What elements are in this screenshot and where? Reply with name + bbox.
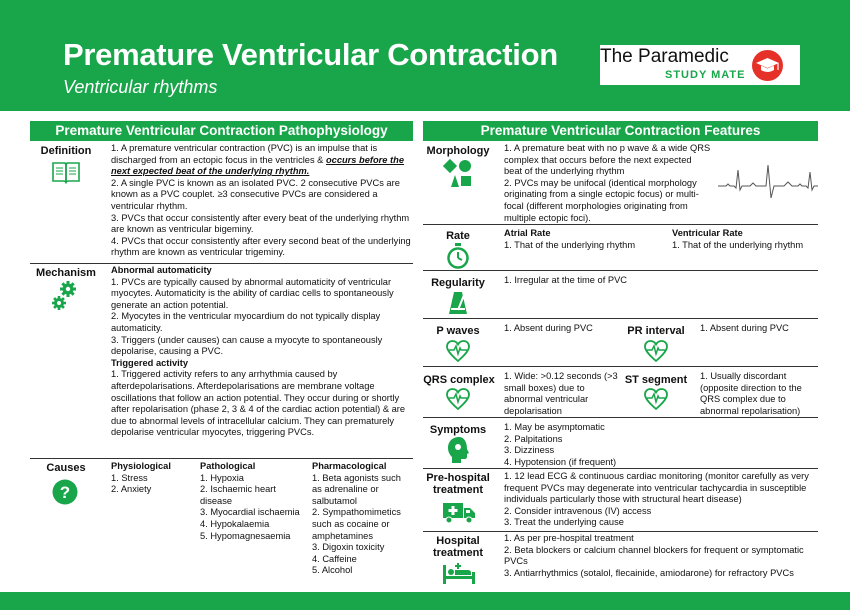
p-waves-label: P waves <box>436 325 480 337</box>
definition-text: 1. A premature ventricular contraction (PVC) is an impulse that is discharged from an ectopic focus in the ventricles & occurs before the next expected beat of the underlying rhythm. 2. A single PVC is known as an isolated PVC. 2 consecutive PVCs are known as a PVC couplet. ≥3 consecutive PVCs are considered a ventricular rhythm. 3. PVCs that occur consistently after every beat of the underlying rhythm are known as ventricular bigeminy. 4. PVCs that occur consistently after every second beat of the underlying rhythm are known as ventricular trigeminy. <box>111 143 411 258</box>
symptoms-text: 1. May be asymptomatic 2. Palpitations 3. Dizziness 4. Hypotension (if frequent) <box>504 422 617 467</box>
hospital-label: Hospital treatment <box>432 535 484 559</box>
book-icon <box>51 160 81 189</box>
heart-ecg-icon <box>446 388 470 415</box>
brand-sub: STUDY MATE <box>665 69 746 81</box>
metronome-icon <box>448 291 468 320</box>
hospital-bed-icon <box>442 563 476 590</box>
symptoms-label: Symptoms <box>429 424 487 436</box>
hospital-text: 1. As per pre-hospital treatment 2. Beta blockers or calcium channel blockers for frequent or symptomatic PVCs 3. Antiarrhythmics (sotalol, flecainide, amiodarone) for refractory PVCs <box>504 533 804 578</box>
svg-text:?: ? <box>59 483 71 502</box>
regularity-text: 1. Irregular at the time of PVC <box>504 275 627 285</box>
divider <box>30 458 413 459</box>
question-icon <box>52 479 78 510</box>
divider <box>423 270 818 271</box>
qrs-complex-text: 1. Wide: >0.12 seconds (>3 small boxes) due to abnormal ventricular depolarisation <box>504 371 618 416</box>
regularity-label: Regularity <box>431 277 485 289</box>
causes-physiological: Physiological 1. Stress 2. Anxiety <box>111 461 171 495</box>
mechanism-label: Mechanism <box>36 267 96 279</box>
causes-pathological: Pathological 1. Hypoxia 2. Ischaemic heart disease 3. Myocardial ischaemia 4. Hypokalaemia 5. Hypomagnesaemia <box>200 461 300 541</box>
ambulance-icon <box>442 500 476 529</box>
p-waves-text: 1. Absent during PVC <box>504 323 593 333</box>
definition-label: Definition <box>40 145 92 157</box>
mechanism-text: Abnormal automaticity 1. PVCs are typically caused by abnormal automaticity of ventricular myocytes. Automaticity is the ability of cardiac cells to spontaneously generate an action potential. 2. Myocytes in the ventricular myocardium do not typically display automaticity. 3. Triggers (under causes) can cause a myocyte to spontaneously depolarise, causing a PVC. Triggered activity 1. Triggered activity refers to any arrhythmia caused by afterdepolarisations. Afterdepolarisations are membrane voltage oscillations that follow an action potential. They occur during or shortly after repolarisation (phase 2, 3 & 4 of the cardiac action potential) & are due to abnormal levels of intracellular calcium. They can prematurely depolarise ventricular myocytes, triggering PVCs. <box>111 265 406 438</box>
divider <box>423 224 818 225</box>
divider <box>30 263 413 264</box>
right-section-heading: Premature Ventricular Contraction Features <box>423 121 818 141</box>
causes-label: Causes <box>46 462 86 474</box>
divider <box>423 318 818 319</box>
shapes-icon <box>443 157 475 194</box>
pr-interval-label: PR interval <box>627 325 685 337</box>
morphology-text: 1. A premature beat with no p wave & a wide QRS complex that occurs before the next expected beat of the underlying rhythm 2. PVCs may be unifocal (identical morphology originating from a single ectopic focus) or multi-focal (different morphologies originating from multiple ectopic foci). <box>504 143 711 223</box>
heart-ecg-icon <box>644 340 668 367</box>
header-banner <box>0 0 850 111</box>
morphology-label: Morphology <box>426 145 490 157</box>
atrial-rate: Atrial Rate 1. That of the underlying rhythm <box>504 228 636 250</box>
footer-bar <box>0 592 850 610</box>
rate-label: Rate <box>446 230 470 242</box>
heart-ecg-icon <box>446 340 470 367</box>
divider <box>423 531 818 532</box>
ventricular-rate: Ventricular Rate 1. That of the underlying rhythm <box>672 228 804 250</box>
st-segment-text: 1. Usually discordant (opposite direction to the QRS complex due to abnormal repolarisation) <box>700 371 802 416</box>
page-title: Premature Ventricular Contraction <box>63 37 558 72</box>
qrs-complex-label: QRS complex <box>423 374 495 386</box>
gears-icon <box>50 280 80 317</box>
graduation-cap-icon <box>752 50 783 81</box>
heart-ecg-icon <box>644 388 668 415</box>
st-segment-label: ST segment <box>624 374 688 386</box>
ecg-trace-icon <box>718 160 818 205</box>
brand-name: The Paramedic <box>600 46 729 67</box>
divider <box>423 366 818 367</box>
page-subtitle: Ventricular rhythms <box>63 77 218 97</box>
causes-pharmacological: Pharmacological 1. Beta agonists such as adrenaline or salbutamol 2. Sympathomimetics such as cocaine or amphetamines 3. Digoxin toxicity 4. Caffeine 5. Alcohol <box>312 461 401 576</box>
pr-interval-text: 1. Absent during PVC <box>700 323 789 333</box>
head-icon <box>446 436 470 469</box>
left-section-heading: Premature Ventricular Contraction Pathophysiology <box>30 121 413 141</box>
prehospital-label: Pre-hospital treatment <box>426 472 490 496</box>
brand-logo-box <box>600 45 800 85</box>
divider <box>423 468 818 469</box>
divider <box>423 417 818 418</box>
prehospital-text: 1. 12 lead ECG & continuous cardiac monitoring (monitor carefully as very frequent PVCs may degenerate into ventricular tachycardia in susceptible individuals particularly those with structural heart disease) 2. Consider intravenous (IV) access 3. Treat the underlying cause <box>504 471 809 528</box>
